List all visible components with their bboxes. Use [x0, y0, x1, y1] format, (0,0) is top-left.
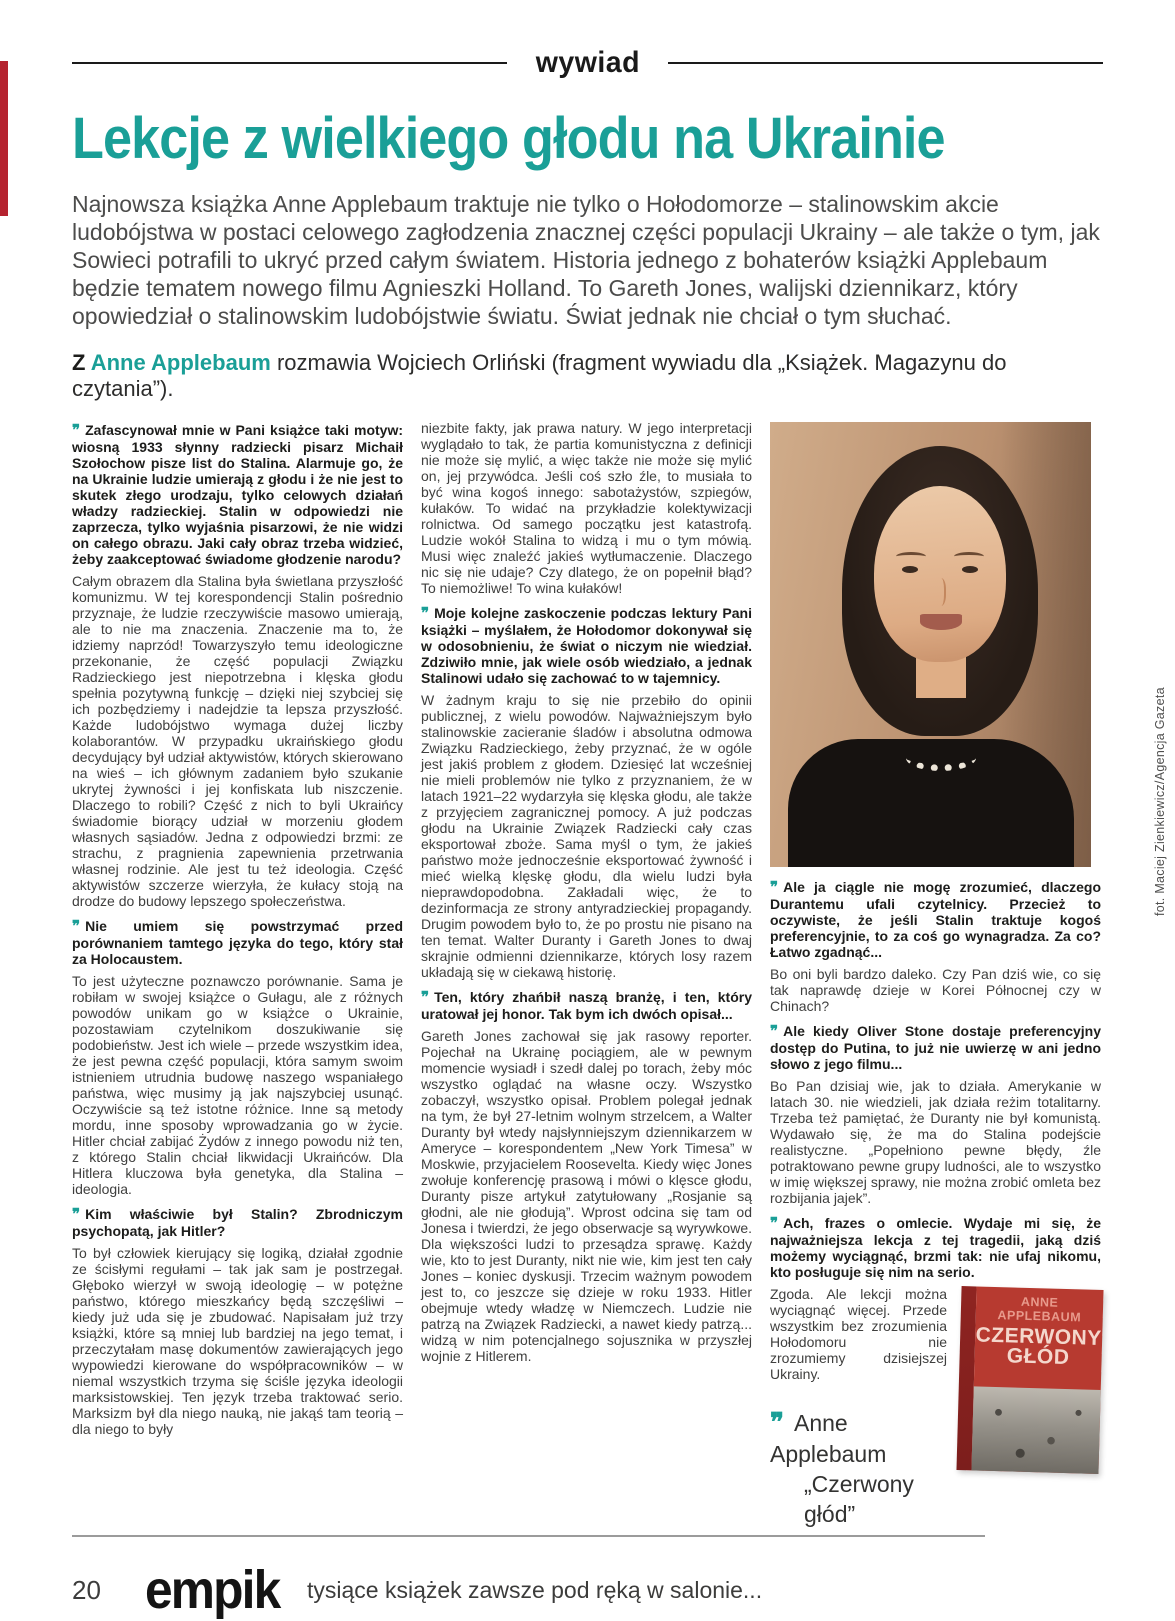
interview-answer: niezbite fakty, jak prawa natury. W jego interpretacji wyglądało to tak, że partia komunistyczna z definicji nie może się mylić, a więc także nie może się mylić on, jej przywódca. Jeśli coś szło źle, to musiała to być wina kogoś innego: sabotażystów, szpiegów, kułaków. To widać na przykładzie kolektywizacji rolnictwa. Od samego początku jest katastrofą. Ludzie wokół Stalina to widzą i mu o tym mówią. Musi więc znaleźć jakieś wytłumaczenie. Dlaczego nic się nie udaje? Czy dlatego, że on popełnił błąd? To niemożliwe! To wina kułaków!: [421, 420, 752, 596]
article-columns: [72, 420, 1167, 1529]
question-text: Nie umiem się powstrzymać przed porównaniem tamtego języka do tego, który stał za Holocaustem.: [72, 918, 403, 967]
kicker-rule-right: [668, 62, 1103, 64]
interview-question: [421, 605, 752, 686]
portrait-brow: [896, 552, 926, 561]
interview-question: [421, 989, 752, 1022]
question-text: Ale ja ciągle nie mogę zrozumieć, dlaczego Durantemu ufali czytelnicy. Przecież to oczywiste, że jeśli Stalin traktuje kogoś preferencyjnie, to za coś go wynagradza. Za co? Łatwo zgadnąć...: [770, 879, 1101, 960]
interview-question: [770, 1215, 1101, 1280]
interview-question: [72, 1206, 403, 1239]
portrait-photo: [770, 422, 1091, 867]
portrait-mouth: [920, 614, 962, 630]
page-footer: [72, 1559, 1103, 1621]
question-text: Ale kiedy Oliver Stone dostaje preferencyjny dostęp do Putina, to już nie uwierzę w ani jedno słowo z jego filmu...: [770, 1023, 1101, 1072]
quote-icon: ❞: [72, 422, 81, 439]
question-text: Moje kolejne zaskoczenie podczas lektury Pani książki – myślałem, że Hołodomor dokonywał się w odosobnieniu, że świat o niczym nie wiedział. Zdziwiło mnie, jak wiele osób wiedziało, a jednak Stalinowi udało się zachować to w tajemnicy.: [421, 605, 752, 686]
book-author-line1: ANNE: [1020, 1294, 1059, 1310]
book-cover-3d: [956, 1286, 1103, 1474]
article-headline: Lekcje z wielkiego głodu na Ukrainie: [72, 106, 945, 171]
byline-rest: rozmawia Wojciech Orliński (fragment wywiadu dla „Książek. Magazynu do czytania”).: [72, 350, 1007, 401]
portrait-eye: [962, 566, 978, 573]
interview-answer: Zgoda. Ale lekcji można wyciągnąć więcej. Przede wszystkim bez zrozumienia Hołodomoru nie zrozumiemy dzisiejszej Ukrainy.: [770, 1286, 947, 1382]
quote-icon: ❞: [770, 1023, 779, 1040]
quote-icon: ❞: [72, 918, 81, 935]
book-author-line2: APPLEBAUM: [997, 1308, 1082, 1325]
interview-question: [770, 1023, 1101, 1072]
book-title: [974, 1325, 1102, 1368]
section-kicker: wywiad: [535, 46, 640, 79]
book-cover-photo: [971, 1386, 1100, 1474]
question-text: Ten, który zhańbił naszą branżę, i ten, który uratował jej honor. Tak bym ich dwóch opisał...: [421, 989, 752, 1022]
interview-answer: Bo oni byli bardzo daleko. Czy Pan dziś wie, co się tak naprawdę dzieje w Korei Północnej czy w Chinach?: [770, 966, 1101, 1014]
column-3: [770, 420, 1101, 1529]
magazine-page: [0, 46, 1175, 1621]
question-text: Zafascynował mnie w Pani książce taki motyw: wiosną 1933 słynny radziecki pisarz Michaił Szołochow pisze list do Stalina. Alarmuje go, że na Ukrainie ludzie umierają z głodu i że nie jest to skutek złego urodzaju, tylko celowych działań władzy radzieckiej. Stalin w odpowiedzi nie zaprzecza, tylko wyjaśnia pisarzowi, że nie widzi on całego obrazu. Jaki cały obraz trzeba widzieć, żeby zaakceptować świadome głodzenie narodu?: [72, 422, 403, 567]
interview-question: [72, 422, 403, 567]
quote-icon: ❞: [421, 989, 430, 1006]
interview-answer: Gareth Jones zachował się jak rasowy reporter. Pojechał na Ukrainę pociągiem, ale w pewnym momencie wysiadł i szedł dalej po torach, żeby móc wszystko oglądać na własne oczy. Wszystko zobaczył, wszystko opisał. Problem polegał jednak na tym, że był 27-letnim wolnym strzelcem, a Walter Duranty był wtedy najsłynniejszym dziennikarzem w Ameryce – korespondentem „New York Timesa” w Moskwie, przyjacielem Roosevelta. Kiedy więc Jones zwołuje konferencję prasową i mówi o klęsce głodu, Duranty pisze artykuł zatytułowany „Rosjanie są głodni, ale nie głodują”. Wprost odcina się tam od Jonesa i twierdzi, że jego obserwacje są wyrywkowe. Dla większości ludzi to przesądza sprawę. Każdy wie, kto to jest Duranty, nikt nie wie, kim jest ten cały Jones – koniec dyskusji. Trzecim ważnym powodem jest to, co jeszcze się dzieje w roku 1933. Hitler obejmuje wtedy władzę w Niemczech. Ludzie nie patrzą na Związek Radziecki, a nawet kiedy patrzą... widzą w nim potencjalnego sojusznika w przyszłej wojnie z Hitlerem.: [421, 1028, 752, 1364]
quote-icon: ❞: [770, 879, 779, 896]
quote-icon: ❞: [421, 605, 430, 622]
page-number: 20: [72, 1574, 101, 1605]
portrait-eye: [902, 566, 918, 573]
interview-answer: To jest użyteczne poznawczo porównanie. Sama je robiłam w swojej książce o Gułagu, ale z różnych powodów unikam go w książce o Ukrainie, pozostawiam czytelnikom doszukiwanie się podobieństw. Jest ich wiele – przede wszystkim idea, że jest pewna część populacji, która samym swoim istnieniem utrudnia budowę naszego wspaniałego państwa, więc musimy ją jak najszybciej usunąć. Oczywiście są też istotne różnice. Inne są metody mordu, inne sposoby wprowadzania go w życie. Hitler chciał zabijać Żydów z innego powodu niż ten, z którego Stalin chciał likwidacji Ukraińców. Dla Hitlera kluczowa była genetyka, dla Stalina – ideologia.: [72, 973, 403, 1197]
article-lead: Najnowsza książka Anne Applebaum traktuje nie tylko o Hołodomorze – stalinowskim akcie ludobójstwa w postaci celowego zagłodzenia znacznej części populacji Ukrainy – ale także o tym, jak Sowieci potrafili to ukryć przed całym światem. Historia jednego z bohaterów książki Applebaum będzie tematem nowego filmu Agnieszki Holland. To Gareth Jones, walijski dziennikarz, który opowiedział o stalinowskim ludobójstwie światu. Świat jednak nie chciał o tym słuchać.: [72, 191, 1100, 329]
interview-question: [770, 879, 1101, 960]
quote-icon: ❞: [72, 1206, 81, 1223]
article-header: [72, 46, 1103, 402]
interview-answer: Bo Pan dzisiaj wie, jak to działa. Amerykanie w latach 30. nie wiedzieli, jak działa reżim totalitarny. Trzeba też pamiętać, że Duranty nie był komunistą. Wydawało się, że ma do Stalina podejście realistyczne. „Popełniono pewne błędy, źle potraktowano pewne grupy ludności, ale to wszystko w imię większej sprawy, nie można zrobić omleta bez rozbijania jajek”.: [770, 1078, 1101, 1206]
question-text: Kim właściwie był Stalin? Zbrodniczym psychopatą, jak Hitler?: [72, 1206, 403, 1239]
kicker-rule-left: [72, 62, 507, 64]
portrait-face: [874, 486, 1006, 662]
attribution-name: Anne Applebaum: [770, 1410, 887, 1467]
byline: [72, 350, 1103, 402]
interview-question: [72, 918, 403, 967]
column-1: [72, 420, 403, 1529]
kicker-row: [72, 46, 1103, 80]
left-red-strip: [0, 61, 8, 216]
book-cover: [959, 1288, 1101, 1472]
empik-logo: empik: [144, 1560, 280, 1621]
book-front: [971, 1286, 1103, 1473]
footer-tagline: tysiące książek zawsze pod ręką w salonie...: [307, 1576, 763, 1603]
interview-answer: W żadnym kraju to się nie przebiło do opinii publicznej, z wielu powodów. Najważniejszym było stalinowskie zacieranie śladów i absolutna odmowa Związku Radzieckiego, żeby przyznać, że w ogóle jest jakiś problem z głodem. Dziesięć lat wcześniej nie mieli problemów nie tylko z przyznaniem, że w latach 1921–22 wydarzyła się klęska głodu, ale także z przyjęciem zagranicznej pomocy. A już podczas głodu na Ukrainie Związek Radziecki cały czas eksportował zboże. Sama myśl o tym, że jakieś państwo może jednocześnie eksportować żywność i mieć wielką klęskę głodu, dla wielu ludzi była nieprawdopodobna. Zakładali więc, że to dezinformacja ze strony antyradzieckiej propagandy. Drugim powodem było to, że po prostu nie pisano na ten temat. Walter Duranty i Gareth Jones to dwaj skrajnie odmienni dziennikarze, których losy razem układają się w ciekawą historię.: [421, 692, 752, 980]
quote-icon: ❞: [770, 1407, 784, 1437]
interview-answer: Całym obrazem dla Stalina była świetlana przyszłość komunizmu. W tej korespondencji Stalin pośrednio przyznaje, że ludzie rzeczywiście masowo umierają, ale to nie ma znaczenia. Znaczenie ma to, że idziemy naprzód! Towarzyszyło temu ideologiczne przekonanie, że część populacji Związku Radzieckiego jest niepotrzebna i klęska głodu spełnia pozytywną funkcję – dzięki niej szybciej się ich pozbędziemy i nadejdzie ta lepsza przyszłość. Każde ludobójstwo wymaga dużej liczby kolaborantów. W przypadku ukraińskiego głodu decydujący był udział aktywistów, których skierowano na wieś – ich głównym zadaniem było szukanie ukrytej żywności i jej konfiskata lub niszczenie. Dlaczego to robili? Część z nich to byli Ukraińcy świadomie biorący udział w morzeniu głodem własnych sąsiadów. Jedna z odpowiedzi brzmi: ze strachu, z pragnienia zapewnienia przetrwania własnej rodzinie. Ale jest tu też ideologia. Część aktywistów szczerze wierzyła, że kułacy stoją na drodze do budowy lepszego społeczeństwa.: [72, 573, 403, 909]
quote-icon: ❞: [770, 1215, 779, 1232]
attribution-title: „Czerwony głód”: [804, 1470, 914, 1527]
pearl-necklace: [906, 745, 976, 771]
question-text: Ach, frazes o omlecie. Wydaje mi się, że najważniejsza lekcja z tej tragedii, jaką dziś możemy wyciągnąć, brzmi tak: nie ufaj nikomu, kto posługuje się nim na serio.: [770, 1215, 1101, 1280]
footer-rule: [72, 1535, 985, 1537]
book-author: [976, 1293, 1104, 1325]
interview-answer: To był człowiek kierujący się logiką, działał zgodnie ze ścisłymi regułami – tak jak sam je postrzegał. Głęboko wierzył w swoją ideologię – w potężne państwo, którego mieszkańcy będą szczęśliwi – kiedy już uda się je zbudować. Napisałam już trzy książki, które są mniej lub bardziej na jego temat, i przeczytałam masę dokumentów zawierających jego wypowiedzi kierowane do współpracowników – w niemal wszystkich trzyma się ściśle języka ideologii marksistowskiej. Ten język trzeba traktować serio. Marksizm był dla niego nauką, nie jakąś tam teorią – dla niego to były: [72, 1245, 403, 1437]
book-title-line2: GŁÓD: [1006, 1344, 1070, 1369]
photo-credit: fot. Maciej Zienkiewicz/Agencja Gazeta: [1153, 687, 1167, 916]
byline-prefix: Z: [72, 350, 91, 375]
byline-author-name: Anne Applebaum: [90, 350, 271, 375]
portrait-nose: [934, 578, 946, 606]
column-2: [421, 420, 752, 1529]
book-title-line1: CZERWONY: [975, 1323, 1103, 1350]
portrait-brow: [954, 552, 984, 561]
